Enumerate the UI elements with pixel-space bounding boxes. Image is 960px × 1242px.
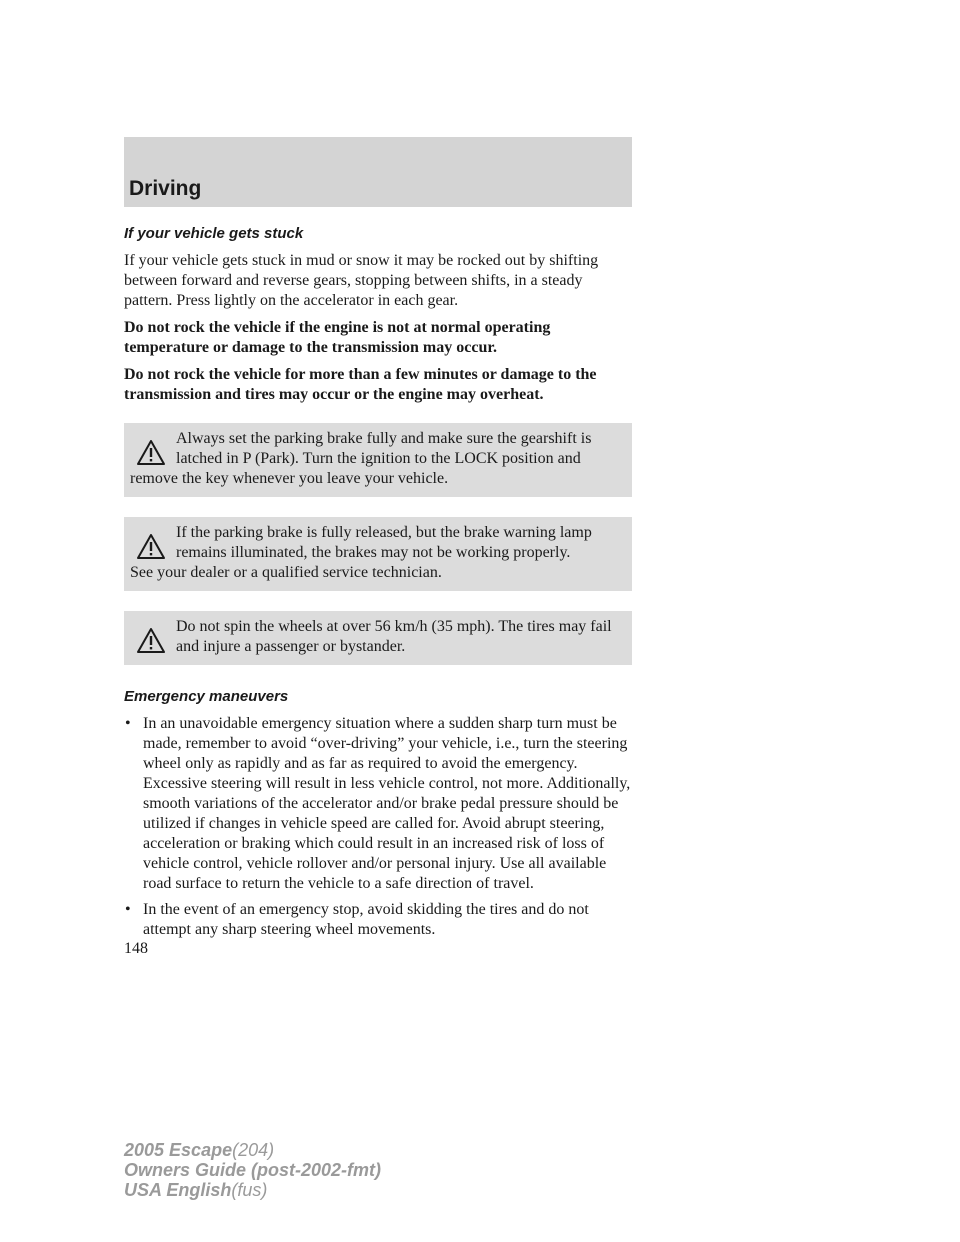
- footer-guide: Owners Guide (post-2002-fmt): [124, 1160, 382, 1180]
- warning-triangle-icon: [136, 627, 166, 655]
- stuck-paragraph: If your vehicle gets stuck in mud or snow it may be rocked out by shifting between forward and reverse gears, stopping between shifts, in a steady pattern. Press lightly on the accelerator in each gear.: [124, 252, 599, 309]
- emergency-list: [124, 714, 632, 940]
- stuck-heading: If your vehicle gets stuck: [124, 225, 304, 242]
- section-header: [124, 137, 632, 207]
- warning-box-parking: [124, 423, 632, 497]
- section-title: Driving: [129, 177, 202, 200]
- footer-line-guide: [124, 1160, 381, 1180]
- bullet-glyph: •: [125, 715, 131, 732]
- warning-text-first: Do not spin the wheels at over 56 km/h (35 mph). The tires may fail and injure a passenger or bystander.: [176, 618, 612, 655]
- footer-model-code: (204): [232, 1140, 275, 1160]
- page-number: 148: [124, 940, 148, 957]
- stuck-caution-duration: Do not rock the vehicle for more than a few minutes or damage to the transmission and tires may occur or the engine may overheat.: [124, 366, 597, 403]
- bullet-glyph: •: [125, 901, 131, 918]
- footer-line-model: [124, 1140, 381, 1160]
- stuck-caution-temperature: Do not rock the vehicle if the engine is not at normal operating temperature or damage to the transmission may occur.: [124, 319, 551, 356]
- warning-text-first: If the parking brake is fully released, but the brake warning lamp remains illuminated, the brakes may not be working properly.: [176, 524, 592, 561]
- warning-triangle-icon: [136, 533, 166, 561]
- document-footer: [124, 1140, 381, 1200]
- warning-text-first: Always set the parking brake fully and make sure the gearshift is latched in P (Park). Turn the ignition to the LOCK position and: [176, 430, 592, 467]
- page-content: [124, 224, 632, 946]
- list-item: [124, 900, 632, 940]
- emergency-heading: Emergency maneuvers: [124, 688, 289, 705]
- footer-line-language: [124, 1180, 381, 1200]
- warning-box-brake-lamp: [124, 517, 632, 591]
- warning-triangle-icon: [136, 439, 166, 467]
- footer-language-code: (fus): [231, 1180, 268, 1200]
- warning-text-rest: remove the key whenever you leave your vehicle.: [130, 470, 449, 487]
- warning-box-wheel-spin: [124, 611, 632, 665]
- footer-model: 2005 Escape: [124, 1140, 233, 1160]
- warning-text-rest: See your dealer or a qualified service technician.: [130, 564, 442, 581]
- list-item: [124, 714, 632, 894]
- list-item-text: In an unavoidable emergency situation where a sudden sharp turn must be made, remember to avoid “over-driving” your vehicle, i.e., turn the steering wheel only as rapidly and as far as required to avoid the emergency. Excessive steering will result in less vehicle control, not more. Additionally, smooth variations of the accelerator and/or brake pedal pressure should be utilized if changes in vehicle speed are called for. Avoid abrupt steering, acceleration or braking which could result in an increased risk of loss of vehicle control, vehicle rollover and/or personal injury. Use all available road surface to return the vehicle to a safe direction of travel.: [143, 715, 631, 892]
- footer-language: USA English: [124, 1180, 232, 1200]
- list-item-text: In the event of an emergency stop, avoid skidding the tires and do not attempt any sharp steering wheel movements.: [143, 901, 589, 938]
